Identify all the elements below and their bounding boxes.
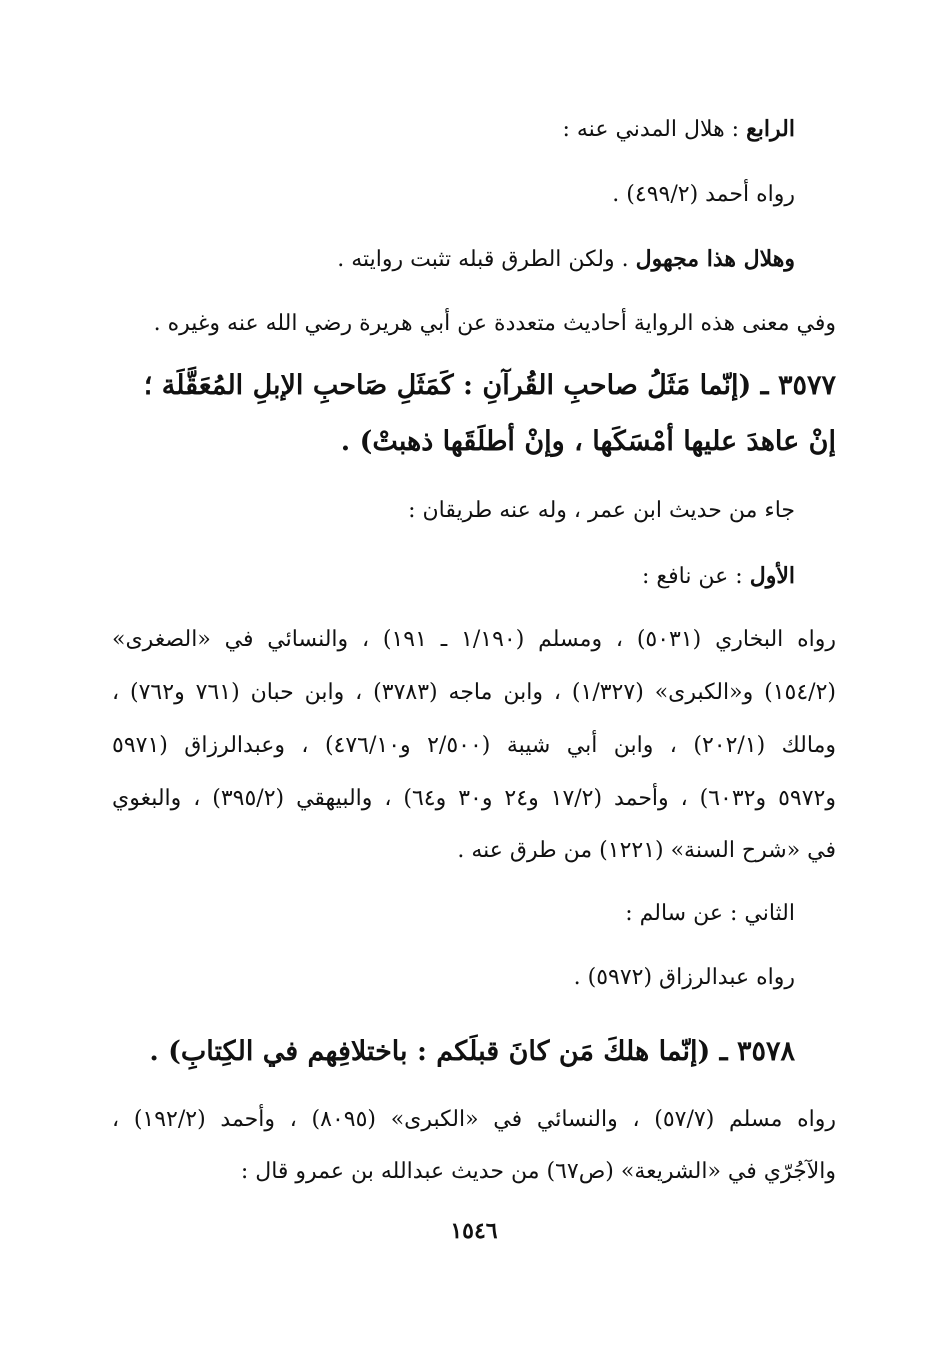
takhrij-line-5: في «شرح السنة» (١٢٢١) من طرق عنه .	[457, 838, 836, 863]
paragraph-hilal-majhul	[337, 244, 795, 275]
paragraph-ibn-umar	[408, 496, 795, 526]
takhrij-line-1: رواه البخاري (٥٠٣١) ، ومسلم (١/١٩٠ ـ ١٩١) ، والنسائي في «الصغرى»	[112, 627, 836, 652]
paragraph-ahmad-reference	[612, 180, 795, 210]
takhrij-line-4: و٥٩٧٢ و٦٠٣٢) ، وأحمد (١٧/٢ و٢٤ و٣٠ و٦٤) ، والبيهقي (٣٩٥/٢) ، والبغوي	[112, 786, 836, 811]
paragraph-text: رواه عبدالرزاق (٥٩٧٢) .	[573, 965, 795, 990]
paragraph-text: : عن نافع :	[641, 564, 750, 589]
paragraph-similar-meaning	[154, 309, 836, 339]
paragraph-second-salim	[625, 899, 795, 929]
paragraph-text: جاء من حديث ابن عمر ، وله عنه طريقان :	[408, 498, 795, 523]
hadith-3577-line-2: إنْ عاهدَ عليها أمْسَكَها ، وإنْ أطلَقَها ذهبتْ) .	[340, 426, 836, 457]
paragraph-abdurrazzaq	[574, 963, 795, 993]
takhrij-3578-line-2: والآجُرّي في «الشريعة» (ص٦٧) من حديث عبدالله بن عمرو قال :	[240, 1159, 836, 1184]
paragraph-text: رواه أحمد (٤٩٩/٢) .	[612, 182, 795, 207]
hadith-3577-line-1: ٣٥٧٧ ـ (إنّما مَثَلُ صاحبِ القُرآنِ : كَمَثَلِ صَاحبِ الإبلِ المُعَقَّلَة ؛	[143, 370, 836, 401]
paragraph-text: الثاني : عن سالم :	[625, 901, 795, 926]
bold-term: الأول	[749, 563, 795, 589]
bold-term: الرابع	[746, 116, 795, 142]
bold-term: وهلال هذا مجهول	[635, 246, 795, 272]
takhrij-line-3: ومالك (٢٠٢/١) ، وابن أبي شيبة (٢/٥٠٠ و٤٧٦/١٠) ، وعبدالرزاق (٥٩٧١	[112, 733, 836, 758]
hadith-3578: ٣٥٧٨ ـ (إنّما هلكَ مَن كانَ قبلَكم : باختلافِهم في الكِتابِ) .	[149, 1036, 795, 1067]
paragraph-text: : هلال المدني عنه :	[562, 117, 747, 142]
paragraph-text: . ولكن الطرق قبله تثبت روايته .	[337, 247, 636, 272]
paragraph-first-nafi	[642, 561, 795, 592]
paragraph-text: وفي معنى هذه الرواية أحاديث متعددة عن أبي هريرة رضي الله عنه وغيره .	[153, 311, 836, 336]
paragraph-narrator-fourth	[562, 114, 795, 145]
takhrij-3578-line-1: رواه مسلم (٥٧/٧) ، والنسائي في «الكبرى» (٨٠٩٥) ، وأحمد (١٩٢/٢) ،	[112, 1107, 836, 1132]
page-number: ١٥٤٦	[450, 1218, 498, 1244]
takhrij-line-2: (١٥٤/٢) و«الكبرى» (١/٣٢٧) ، وابن ماجه (٣٧٨٣) ، وابن حبان (٧٦١ و٧٦٢) ،	[112, 680, 836, 705]
